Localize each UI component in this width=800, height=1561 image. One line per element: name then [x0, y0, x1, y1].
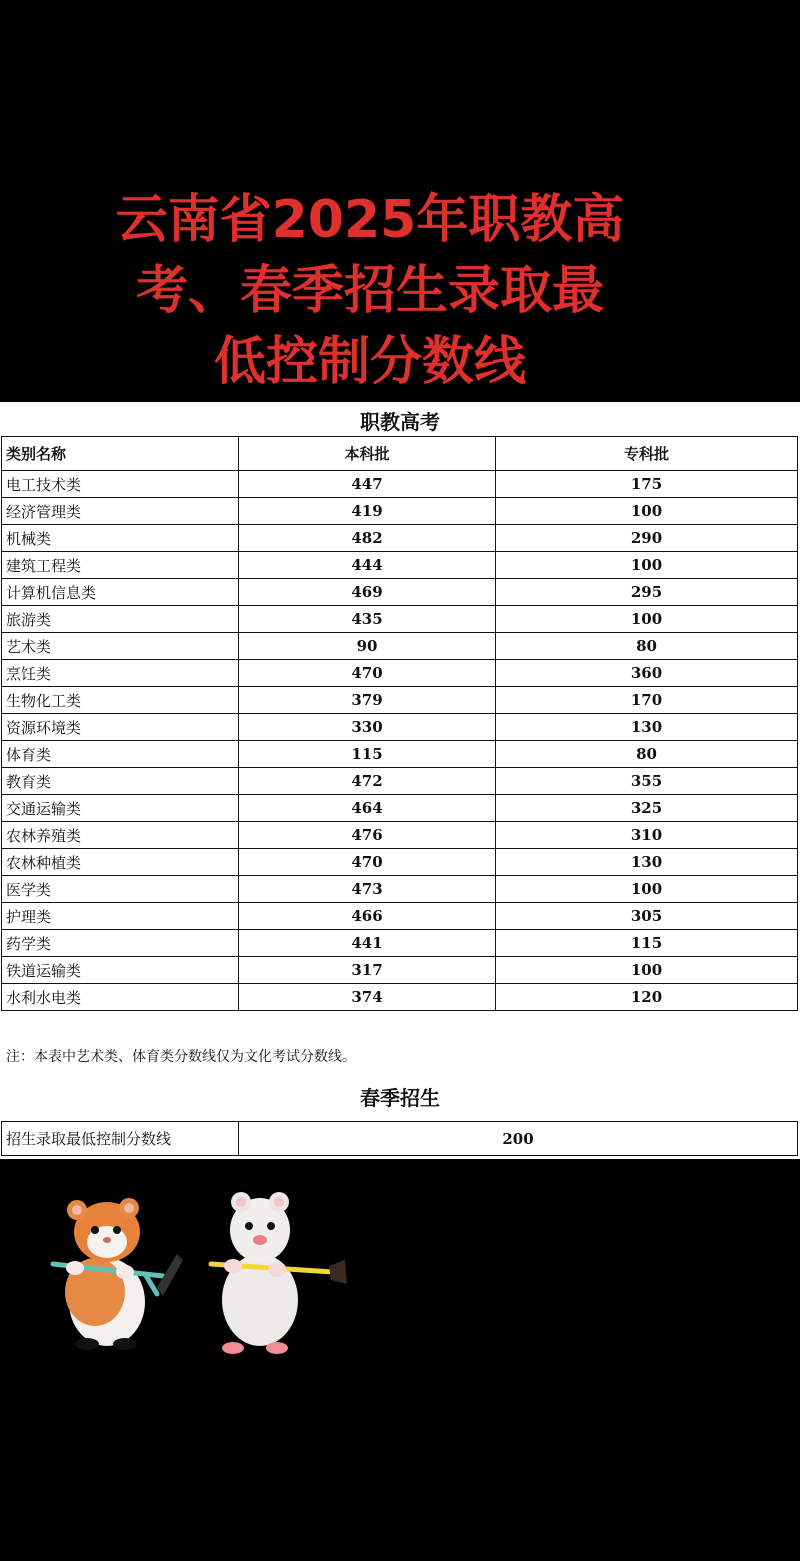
- associate-score-cell: 100: [496, 957, 798, 984]
- category-cell: 建筑工程类: [2, 552, 239, 579]
- category-cell: 烹饪类: [2, 660, 239, 687]
- bachelor-score-cell: 466: [239, 903, 496, 930]
- category-cell: 水利水电类: [2, 984, 239, 1011]
- hamster-sweeping-orange-image: [45, 1192, 185, 1357]
- table-row: [2, 957, 798, 984]
- associate-score-cell: 295: [496, 579, 798, 606]
- associate-score-cell: 80: [496, 633, 798, 660]
- associate-score-cell: 130: [496, 849, 798, 876]
- vocational-score-table: [1, 436, 798, 1011]
- table-row: [2, 903, 798, 930]
- table-note: 注：本表中艺术类、体育类分数线仅为文化考试分数线。: [6, 1049, 356, 1065]
- headline-line-2: 考、春季招生录取最: [135, 261, 604, 321]
- associate-score-cell: 355: [496, 768, 798, 795]
- table-header-row: [2, 437, 798, 471]
- category-cell: 交通运输类: [2, 795, 239, 822]
- bachelor-score-cell: 379: [239, 687, 496, 714]
- table-row: [2, 876, 798, 903]
- table-row: [2, 849, 798, 876]
- associate-score-cell: 290: [496, 525, 798, 552]
- column-header-bachelor: 本科批: [239, 437, 496, 471]
- table-row: [2, 471, 798, 498]
- category-cell: 经济管理类: [2, 498, 239, 525]
- bachelor-score-cell: 374: [239, 984, 496, 1011]
- category-cell: 农林养殖类: [2, 822, 239, 849]
- category-cell: 体育类: [2, 741, 239, 768]
- table-row: [2, 741, 798, 768]
- table-row: [2, 579, 798, 606]
- bachelor-score-cell: 473: [239, 876, 496, 903]
- category-cell: 生物化工类: [2, 687, 239, 714]
- headline-line-3: 低控制分数线: [213, 332, 526, 392]
- bachelor-score-cell: 469: [239, 579, 496, 606]
- category-cell: 教育类: [2, 768, 239, 795]
- column-header-associate: 专科批: [496, 437, 798, 471]
- associate-score-cell: 100: [496, 498, 798, 525]
- headline-line-1: 云南省2025年职教高: [115, 190, 625, 250]
- category-cell: 计算机信息类: [2, 579, 239, 606]
- associate-score-cell: 100: [496, 876, 798, 903]
- associate-score-cell: 170: [496, 687, 798, 714]
- spring-section-title: 春季招生: [360, 1086, 440, 1110]
- associate-score-cell: 360: [496, 660, 798, 687]
- bachelor-score-cell: 115: [239, 741, 496, 768]
- table-row: [2, 714, 798, 741]
- table-row: [2, 822, 798, 849]
- table-row: [2, 552, 798, 579]
- table-row: [2, 606, 798, 633]
- category-cell: 医学类: [2, 876, 239, 903]
- bachelor-score-cell: 447: [239, 471, 496, 498]
- bachelor-score-cell: 90: [239, 633, 496, 660]
- category-cell: 旅游类: [2, 606, 239, 633]
- associate-score-cell: 130: [496, 714, 798, 741]
- bachelor-score-cell: 330: [239, 714, 496, 741]
- bachelor-score-cell: 444: [239, 552, 496, 579]
- column-header-category: 类别名称: [2, 437, 239, 471]
- bachelor-score-cell: 435: [239, 606, 496, 633]
- associate-score-cell: 175: [496, 471, 798, 498]
- hamster-sweeping-white-image: [205, 1188, 350, 1358]
- category-cell: 艺术类: [2, 633, 239, 660]
- category-cell: 药学类: [2, 930, 239, 957]
- category-cell: 电工技术类: [2, 471, 239, 498]
- associate-score-cell: 310: [496, 822, 798, 849]
- bachelor-score-cell: 441: [239, 930, 496, 957]
- spring-label: 招生录取最低控制分数线: [2, 1122, 239, 1156]
- spring-value: 200: [239, 1122, 798, 1156]
- headline: [0, 185, 740, 398]
- bachelor-score-cell: 419: [239, 498, 496, 525]
- associate-score-cell: 305: [496, 903, 798, 930]
- score-sheet: [0, 402, 800, 1159]
- table-row: [2, 1122, 798, 1156]
- table-row: [2, 525, 798, 552]
- category-cell: 铁道运输类: [2, 957, 239, 984]
- associate-score-cell: 80: [496, 741, 798, 768]
- bachelor-score-cell: 470: [239, 849, 496, 876]
- associate-score-cell: 325: [496, 795, 798, 822]
- bachelor-score-cell: 482: [239, 525, 496, 552]
- table-row: [2, 687, 798, 714]
- table-row: [2, 660, 798, 687]
- table-row: [2, 633, 798, 660]
- associate-score-cell: 115: [496, 930, 798, 957]
- spring-score-table: [1, 1121, 798, 1156]
- table-row: [2, 930, 798, 957]
- table-row: [2, 498, 798, 525]
- associate-score-cell: 100: [496, 606, 798, 633]
- bachelor-score-cell: 464: [239, 795, 496, 822]
- category-cell: 机械类: [2, 525, 239, 552]
- vocational-section-title: 职教高考: [360, 410, 440, 434]
- category-cell: 护理类: [2, 903, 239, 930]
- table-row: [2, 768, 798, 795]
- associate-score-cell: 120: [496, 984, 798, 1011]
- bachelor-score-cell: 470: [239, 660, 496, 687]
- associate-score-cell: 100: [496, 552, 798, 579]
- category-cell: 农林种植类: [2, 849, 239, 876]
- category-cell: 资源环境类: [2, 714, 239, 741]
- bachelor-score-cell: 476: [239, 822, 496, 849]
- table-row: [2, 795, 798, 822]
- bachelor-score-cell: 472: [239, 768, 496, 795]
- bachelor-score-cell: 317: [239, 957, 496, 984]
- table-row: [2, 984, 798, 1011]
